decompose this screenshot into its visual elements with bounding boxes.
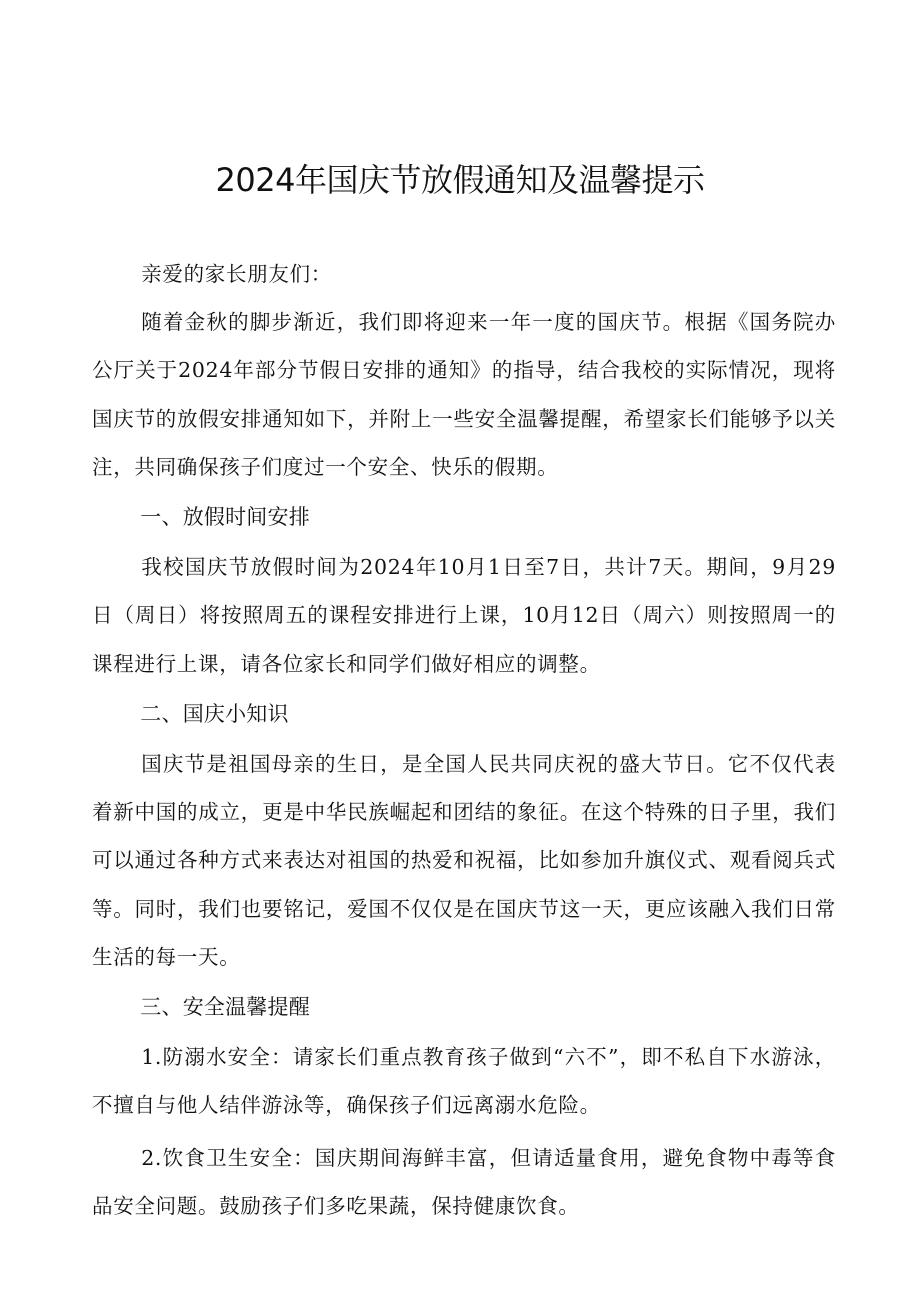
document-title: 2024年国庆节放假通知及温馨提示: [215, 161, 705, 199]
intro-paragraph: 随着金秋的脚步渐近，我们即将迎来一年一度的国庆节。根据《国务院办公厅关于2024年部分节假日安排的通知》的指导，结合我校的实际情况，现将国庆节的放假安排通知如下，并附上一些安全温馨提醒，希望家长们能够予以关注，共同确保孩子们度过一个安全、快乐的假期。: [92, 310, 836, 479]
section-heading-safety-reminders: 三、安全温馨提醒: [140, 995, 310, 1020]
national-day-knowledge-paragraph: 国庆节是祖国母亲的生日，是全国人民共同庆祝的盛大节日。它不仅代表着新中国的成立，更是中华民族崛起和团结的象征。在这个特殊的日子里，我们可以通过各种方式来表达对祖国的热爱和祝福，比如参加升旗仪式、观看阅兵式等。同时，我们也要铭记，爱国不仅仅是在国庆节这一天，更应该融入我们日常生活的每一天。: [92, 752, 836, 969]
section-heading-holiday-schedule: 一、放假时间安排: [140, 505, 310, 530]
section-heading-national-day-knowledge: 二、国庆小知识: [140, 701, 289, 726]
safety-item-food: 2.饮食卫生安全：国庆期间海鲜丰富，但请适量食用，避免食物中毒等食品安全问题。鼓励孩子们多吃果蔬，保持健康饮食。: [92, 1145, 836, 1218]
greeting: 亲爱的家长朋友们：: [141, 262, 332, 286]
document-body: [92, 250, 836, 1230]
safety-item-drowning: 1.防溺水安全：请家长们重点教育孩子做到“六不”，即不私自下水游泳，不擅自与他人结伴游泳等，确保孩子们远离溺水危险。: [92, 1045, 836, 1118]
holiday-schedule-paragraph: 我校国庆节放假时间为2024年10月1日至7日，共计7天。期间，9月29日（周日）将按照周五的课程安排进行上课，10月12日（周六）则按照周一的课程进行上课，请各位家长和同学们做好相应的调整。: [92, 555, 836, 676]
